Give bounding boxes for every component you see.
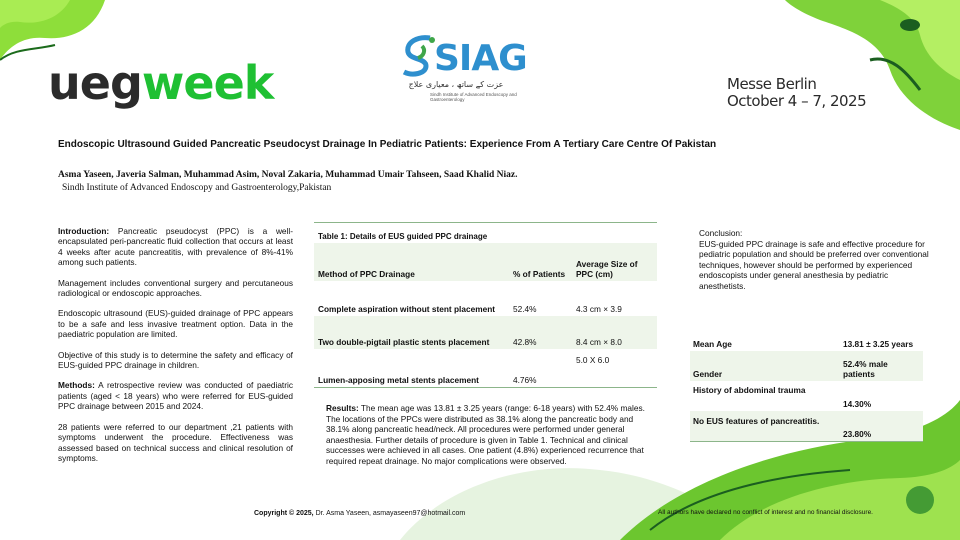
- copyright-text: Dr. Asma Yaseen, asmayaseen97@hotmail.com: [313, 510, 466, 517]
- table-row: [690, 351, 923, 381]
- summary-label: History of abdominal trauma: [693, 385, 806, 395]
- summary-value: 23.80%: [843, 429, 872, 439]
- row-size: 5.0 X 6.0: [576, 355, 610, 365]
- table-row: [314, 281, 657, 316]
- ppc-drainage-table: [314, 243, 657, 387]
- table-row: [314, 316, 657, 349]
- table-row: [690, 381, 923, 411]
- logo-week-text: week: [141, 56, 274, 110]
- summary-value: 14.30%: [843, 399, 872, 409]
- venue: [727, 76, 866, 110]
- methods-paragraph: [58, 380, 293, 411]
- siag-logo: [400, 34, 527, 104]
- introduction-paragraph: [58, 226, 293, 268]
- header-percent: % of Patients: [513, 269, 566, 279]
- ueg-week-logo: [48, 56, 274, 110]
- siag-urdu-tagline: عزت کے ساتھ ، معیاری علاج: [408, 80, 504, 89]
- row-size: 8.4 cm × 8.0: [576, 337, 622, 347]
- summary-label: Mean Age: [693, 339, 732, 349]
- header-size: Average Size of PPC (cm): [576, 259, 638, 279]
- eus-paragraph: Endoscopic ultrasound (EUS)-guided drainage of PPC appears to be a safe and less invasive treatment option. Data in the paediatric population are limited.: [58, 308, 293, 340]
- results-paragraph: [326, 403, 656, 467]
- table-row: [690, 333, 923, 351]
- results-text: The mean age was 13.81 ± 3.25 years (range: 6-18 years) with 52.4% males. The locations of the PPCs were distributed as 38.1% along the pancreatic body and 38.1% along pancreatic head/neck. All procedures were performed under general anaesthesia. Further details of procedure is given in Table 1. Technical and clinical successes were achieved in all cases. One patient (4.8%) experienced recurrence that required repeat drainage. No major complications were observed.: [326, 403, 645, 466]
- introduction-label: Introduction:: [58, 226, 110, 236]
- header-method: Method of PPC Drainage: [318, 269, 415, 279]
- row-percent: 4.76%: [513, 375, 537, 385]
- siag-subtitle: Sindh Institute of Advanced Endoscopy and Gastroenterology: [430, 92, 517, 102]
- row-percent: 52.4%: [513, 304, 537, 314]
- table-caption: Table 1: Details of EUS guided PPC drainage: [318, 232, 488, 241]
- table-row: [314, 349, 657, 387]
- decorative-leaf-top-right: [730, 0, 960, 130]
- copyright-label: Copyright © 2025,: [254, 510, 314, 517]
- objective-paragraph: Objective of this study is to determine the safety and efficacy of EUS-guided PPC drainage in children.: [58, 349, 293, 371]
- methods-label: Methods:: [58, 380, 95, 391]
- row-size: 4.3 cm × 3.9: [576, 304, 622, 314]
- authors: Asma Yaseen, Javeria Salman, Muhammad Asim, Noval Zakaria, Muhammad Umair Tahseen, Saad Khalid Niaz.: [58, 170, 518, 180]
- demographics-table: [690, 333, 923, 441]
- conclusion-text: EUS-guided PPC drainage is safe and effective procedure for pediatric population and should be preferred over conventional techniques, however should be performed by experienced endoscopists under general anesthesia by pediatric anesthetists.: [699, 238, 929, 291]
- venue-location: Messe Berlin: [727, 75, 817, 93]
- management-paragraph: Management includes conventional surgery and percutaneous radiological or endoscopic approaches.: [58, 277, 293, 299]
- summary-label: Gender: [693, 369, 723, 379]
- methods-text: A retrospective review was conducted of paediatric patients (aged < 18 years) who were referred for EUS-guided PPC drainage between 2015 and 2024.: [58, 380, 293, 412]
- venue-dates: October 4 – 7, 2025: [727, 92, 867, 110]
- copyright: [254, 510, 465, 517]
- row-method: Lumen-apposing metal stents placement: [318, 375, 479, 385]
- siag-name: SIAG: [434, 38, 527, 79]
- conclusion-label: Conclusion:: [699, 228, 743, 238]
- poster-title: Endoscopic Ultrasound Guided Pancreatic Pseudocyst Drainage In Pediatric Patients: Experience From A Tertiary Care Centre Of Pakistan: [58, 139, 717, 150]
- summary-bottom-rule: [690, 441, 923, 442]
- table-row: [690, 411, 923, 441]
- left-column: [58, 226, 293, 473]
- introduction-text: Pancreatic pseudocyst (PPC) is a well-encapsulated peri-pancreatic fluid collection that occurs at least 4 weeks after acute pancreatitis, with prevalence of 8%-41% among such patients.: [58, 226, 293, 268]
- row-method: Complete aspiration without stent placement: [318, 304, 496, 314]
- disclosure-statement: All authors have declared no conflict of interest and no financial disclosure.: [658, 509, 873, 516]
- patients-paragraph: 28 patients were referred to our department ,21 patients with symptoms underwent the procedure. Effectiveness was assessed based on technical success and clinical resolution of symptoms.: [58, 421, 293, 463]
- summary-value: 52.4% male patients: [843, 359, 888, 379]
- results-label: Results:: [326, 403, 359, 413]
- summary-table: [690, 333, 923, 442]
- affiliation: Sindh Institute of Advanced Endoscopy and Gastroenterology,Pakistan: [62, 183, 332, 193]
- table-header-row: [314, 243, 657, 281]
- row-method: Two double-pigtail plastic stents placement: [318, 337, 490, 347]
- row-percent: 42.8%: [513, 337, 537, 347]
- table-bottom-rule: [314, 387, 657, 388]
- table-1: [314, 222, 657, 388]
- conclusion-section: [699, 228, 929, 292]
- summary-label: No EUS features of pancreatitis.: [693, 416, 820, 426]
- summary-value: 13.81 ± 3.25 years: [843, 339, 914, 349]
- logo-ueg-text: ueg: [48, 56, 142, 110]
